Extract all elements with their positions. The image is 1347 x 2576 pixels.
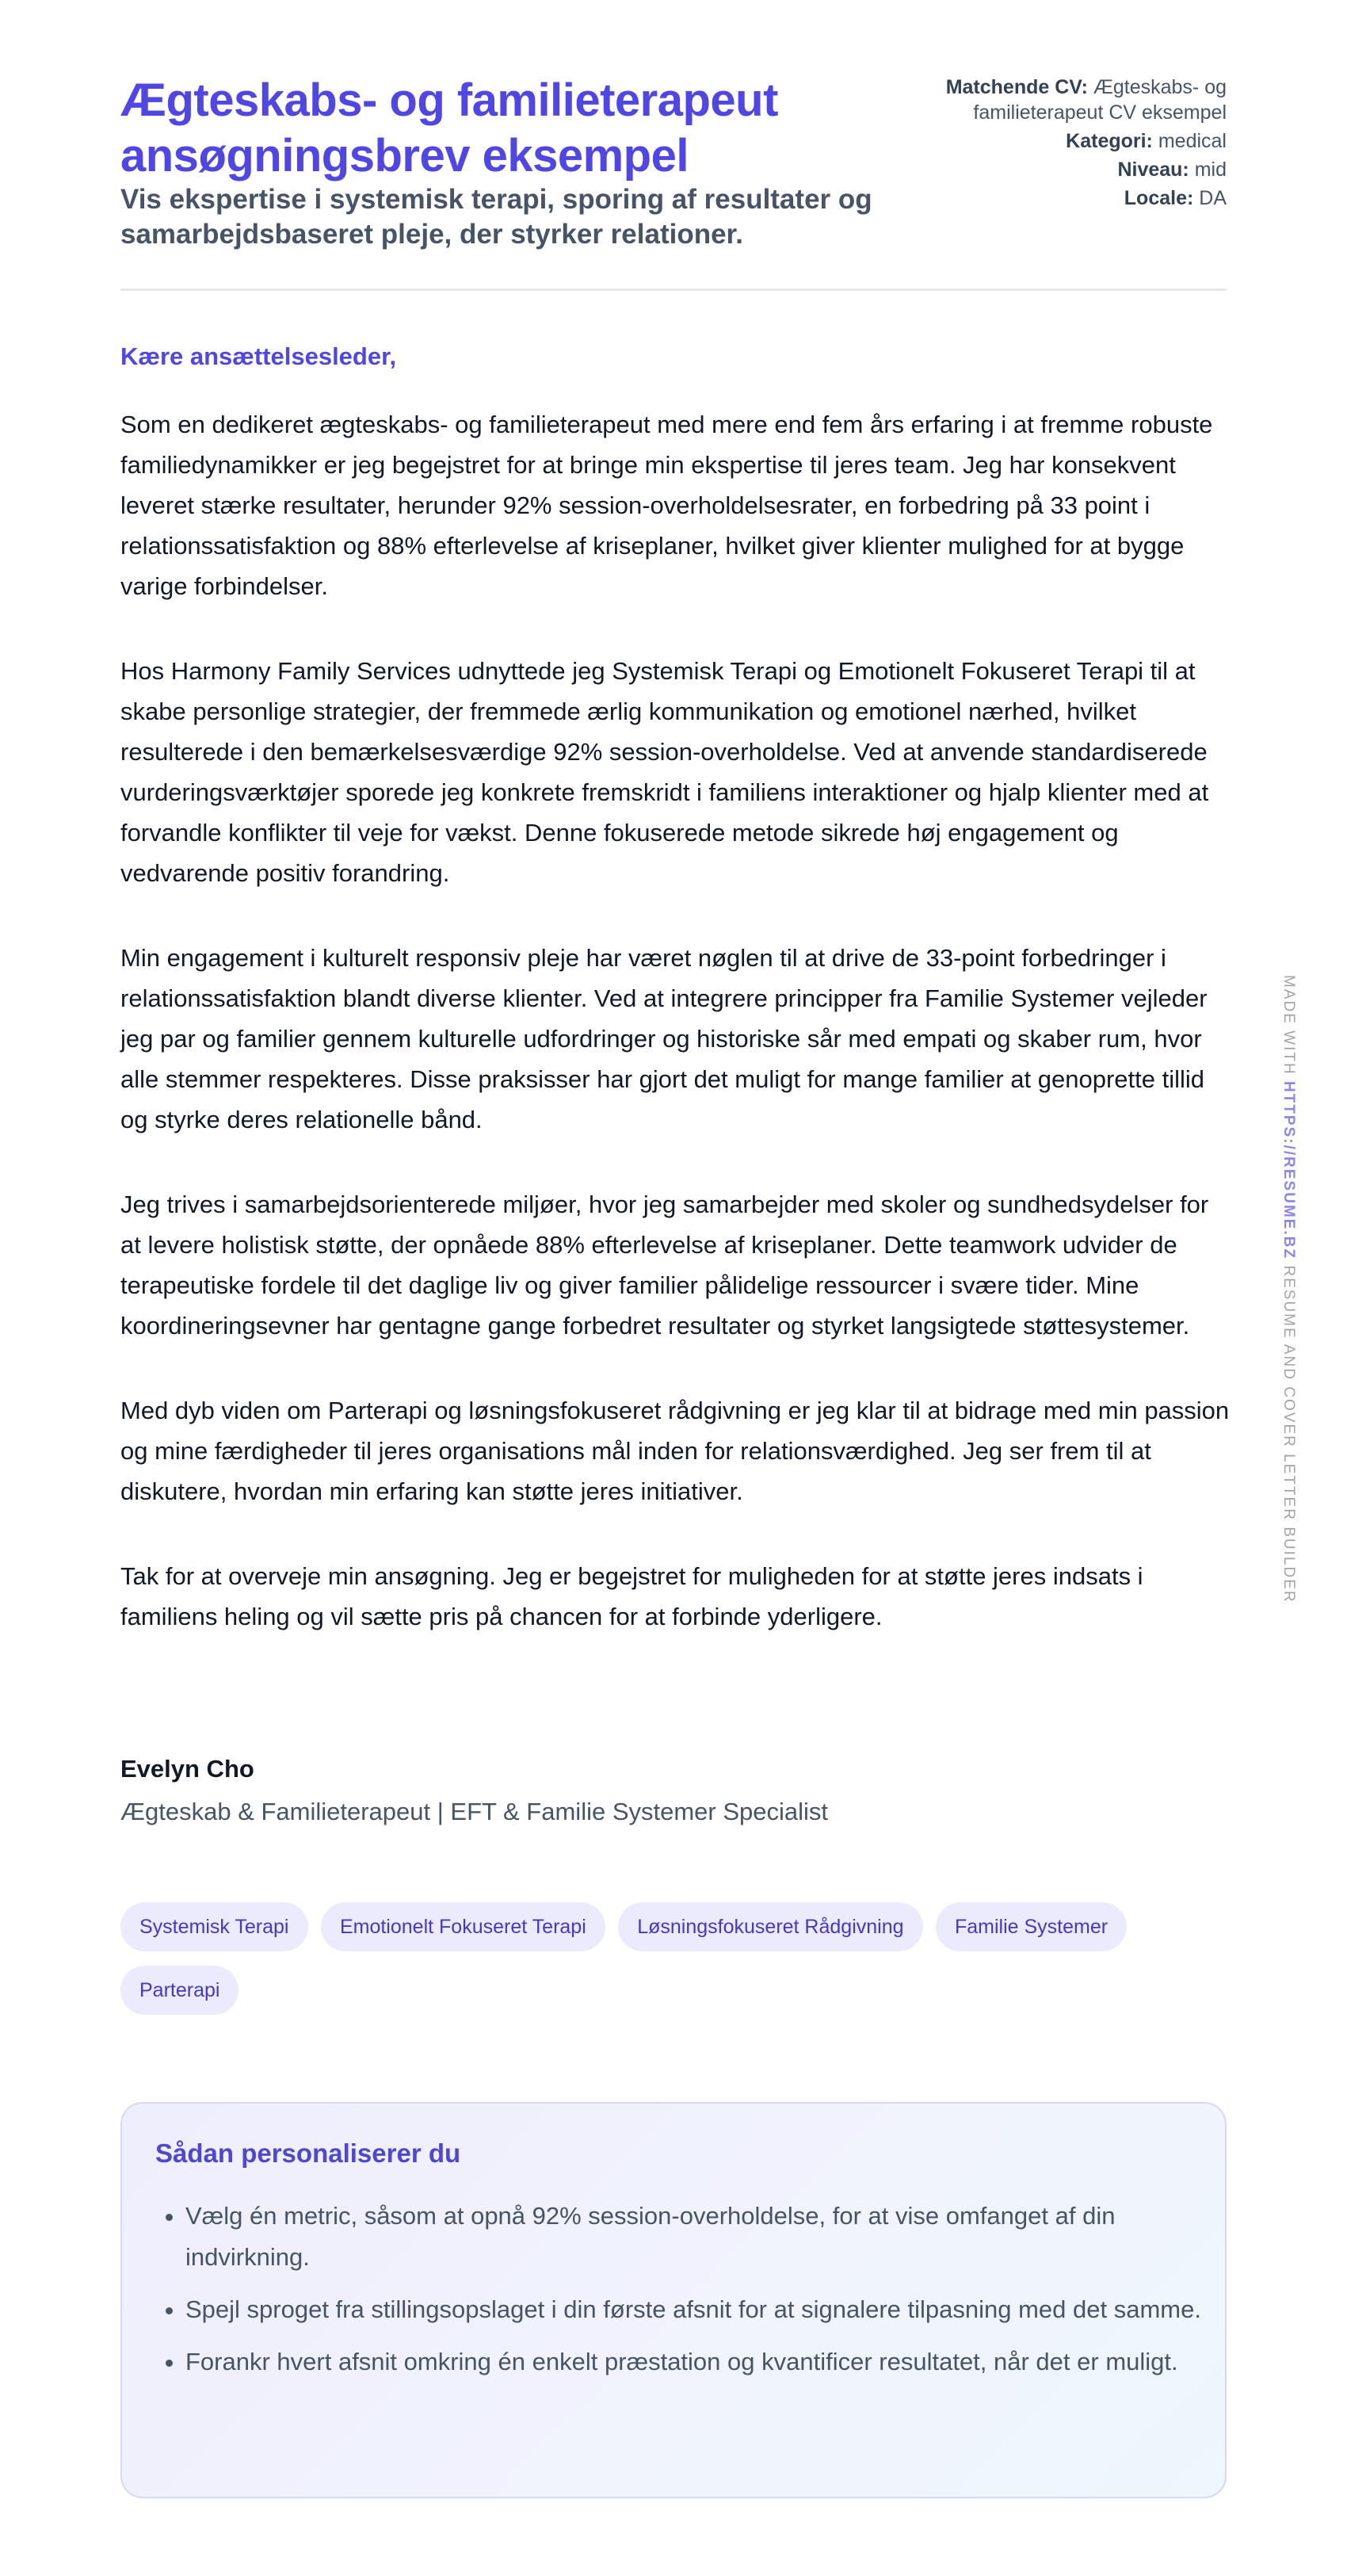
meta-level: [894, 157, 1227, 182]
letter-paragraph: Min engagement i kulturelt responsiv pleje har været nøglen til at drive de 33-point forbedringer i relationssatisfaktion blandt diverse klienter. Ved at integrere principper fra Familie Systemer vejleder jeg par og familier gennem kulturelle udfordringer og historiske sår med empati og skaber rum, hvor alle stemmer respekteres. Disse praksisser har gjort det muligt for mange familier at genoprette tillid og styrke deres relationelle bånd.: [120, 944, 1208, 1133]
skill-tag: Parterapi: [120, 1966, 238, 2015]
meta-matching-value[interactable]: Ægteskabs- og familieterapeut CV eksempel: [973, 76, 1227, 124]
skill-tag: Systemisk Terapi: [120, 1902, 308, 1951]
tips-list-item: • Spejl sproget fra stillingsopslaget i din første afsnit for at signalere tilpasning med det samme.: [185, 2289, 1231, 2330]
meta-matching-label: Matchende CV:: [945, 76, 1088, 98]
meta-level-label: Niveau:: [1117, 159, 1189, 181]
meta-category-value: medical: [1158, 130, 1227, 152]
tips-list-item: • Vælg én metric, såsom at opnå 92% session-overholdelse, for at vise omfanget af din indvirkning.: [185, 2196, 1231, 2278]
meta-info: [894, 75, 1227, 214]
meta-category: [894, 128, 1227, 154]
skill-tag: Emotionelt Fokuseret Terapi: [321, 1902, 605, 1951]
cover-letter-page: [120, 0, 1230, 2375]
tips-list-item: • Forankr hvert afsnit omkring én enkelt præstation og kvantificer resultatet, når det er muligt.: [185, 2341, 1231, 2383]
letter-paragraph: Tak for at overveje min ansøgning. Jeg er begejstret for muligheden for at støtte jeres indsats i familiens heling og vil sætte pris på chancen for at forbinde yderligere.: [120, 1562, 1143, 1630]
meta-locale-label: Locale:: [1124, 187, 1194, 209]
meta-level-value: mid: [1194, 159, 1227, 181]
letter-paragraph: Jeg trives i samarbejdsorienterede miljøer, hvor jeg samarbejder med skoler og sundhedsydelser for at levere holistisk støtte, der opnåede 88% efterlevelse af kriseplaner. Dette teamwork udvider de terapeutiske fordele til det daglige liv og giver familier pålidelige ressourcer i svære tider. Mine koordineringsevner har gentagne gange forbedret resultater og styrket langsigtede støttesystemer.: [120, 1191, 1209, 1340]
tips-title: Sådan personaliserer du: [155, 2138, 461, 2168]
signature-name: Evelyn Cho: [120, 1755, 254, 1783]
signature-role: Ægteskab & Familieterapeut | EFT & Familie Systemer Specialist: [120, 1798, 829, 1825]
letter-paragraph: Som en dedikeret ægteskabs- og familieterapeut med mere end fem års erfaring i at fremme robuste familiedynamikker er jeg begejstret for at bringe min ekspertise til jeres team. Jeg har konsekvent leveret stærke resultater, herunder 92% session-overholdelsesrater, en forbedring på 33 point i relationssatisfaktion og 88% efterlevelse af kriseplaner, hvilket giver klienter mulighed for at bygge varige forbindelser.: [120, 411, 1213, 600]
meta-category-label: Kategori:: [1066, 130, 1153, 152]
meta-matching-cv: [894, 75, 1227, 125]
page-title: Ægteskabs- og familieterapeut ansøgningsbrev eksempel: [120, 75, 778, 182]
meta-locale-value: DA: [1199, 187, 1227, 209]
signature-block: [120, 1755, 828, 1826]
watermark-prefix: MADE WITH: [1280, 975, 1297, 1076]
personalization-tips: [120, 2102, 1227, 2498]
letter-greeting: Kære ansættelsesleder,: [120, 342, 397, 370]
watermark-suffix: RESUME AND COVER LETTER BUILDER: [1280, 1265, 1297, 1603]
letter-body: [120, 404, 1230, 1681]
page-subtitle: Vis ekspertise i systemisk terapi, sporing af resultater og samarbejdsbaseret pleje, der styrker relationer.: [120, 184, 872, 250]
meta-locale: [894, 185, 1227, 211]
document-header: [120, 0, 1227, 291]
side-watermark: [1274, 975, 1303, 1617]
letter-paragraph: Med dyb viden om Parterapi og løsningsfokuseret rådgivning er jeg klar til at bidrage med min passion og mine færdigheder til jeres organisations mål inden for relationsværdighed. Jeg ser frem til at diskutere, hvordan min erfaring kan støtte jeres initiativer.: [120, 1397, 1230, 1505]
tips-list: [155, 2196, 1231, 2394]
skill-tag: Familie Systemer: [936, 1902, 1127, 1951]
letter-paragraph: Hos Harmony Family Services udnyttede jeg Systemisk Terapi og Emotionelt Fokuseret Terapi til at skabe personlige strategier, der fremmede ærlig kommunikation og emotionel nærhed, hvilket resulterede i den bemærkelsesværdige 92% session-overholdelse. Ved at anvende standardiserede vurderingsværktøjer sporede jeg konkrete fremskridt i familiens interaktioner og hjalp klienter med at forvandle konflikter til veje for vækst. Denne fokuserede metode sikrede høj engagement og vedvarende positiv forandring.: [120, 657, 1209, 887]
skill-tag: Løsningsfokuseret Rådgivning: [618, 1902, 922, 1951]
skill-tags: [120, 1902, 1227, 2029]
watermark-link[interactable]: HTTPS://RESUME.BZ: [1280, 1081, 1297, 1260]
